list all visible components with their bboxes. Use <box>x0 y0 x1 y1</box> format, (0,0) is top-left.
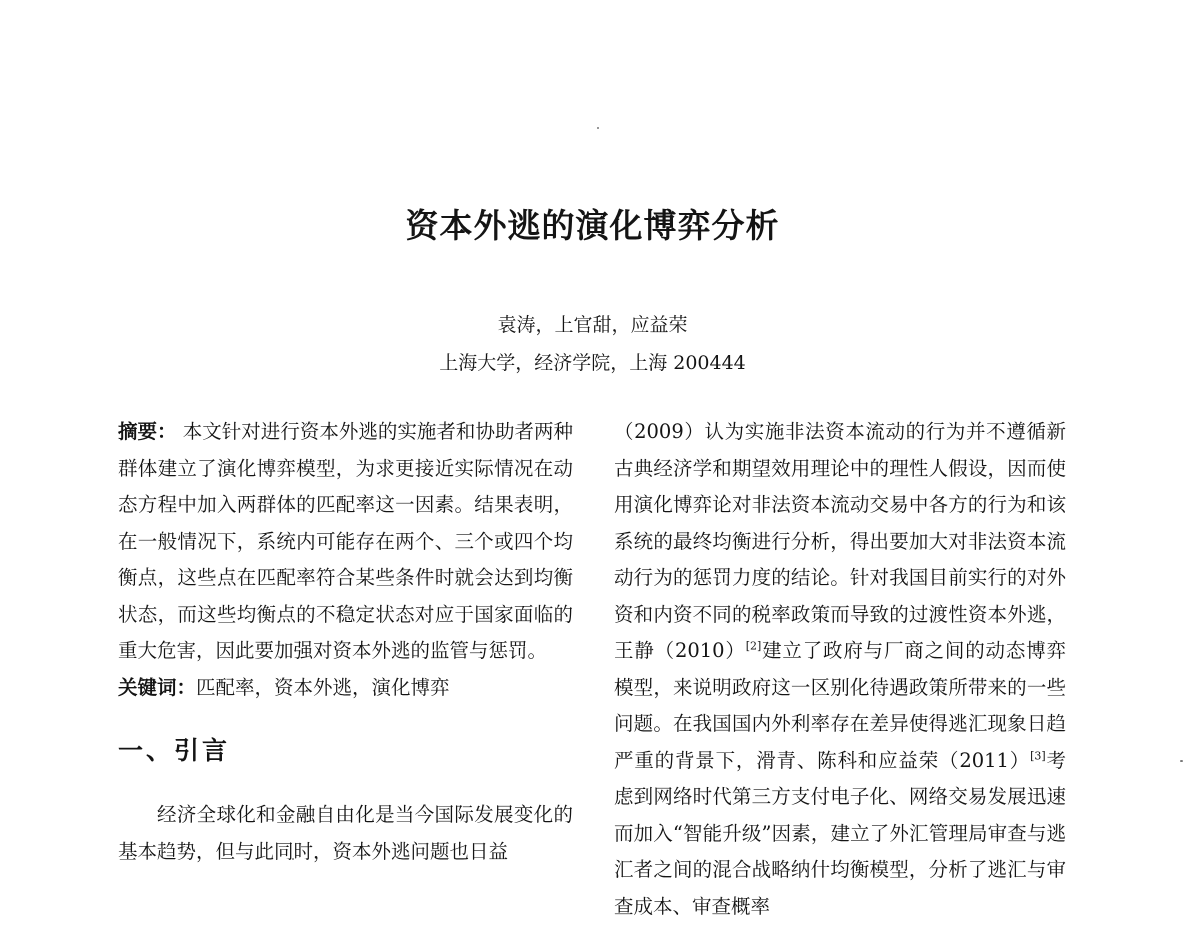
paper-affiliation: 上海大学，经济学院，上海 200444 <box>439 352 746 374</box>
body-text-part-1: （2009）认为实施非法资本流动的行为并不遵循新古典经济学和期望效用理论中的理性人假设，因而使用演化博弈论对非法资本流动交易中各方的行为和该系统的最终均衡进行分析，得出要加大对非法资本流动行为的惩罚力度的结论。针对我国目前实行的对外资和内资不同的税率政策而导致的过渡性资本外逃，王静（2010） <box>614 420 1066 662</box>
abstract-text: 本文针对进行资本外逃的实施者和协助者两种群体建立了演化博弈模型，为求更接近实际情况在动态方程中加入两群体的匹配率这一因素。结果表明，在一般情况下，系统内可能存在两个、三个或四个均衡点，这些点在匹配率符合某些条件时就会达到均衡状态，而这些均衡点的不稳定状态对应于国家面临的重大危害，因此要加强对资本外逃的监管与惩罚。 <box>118 420 573 662</box>
introduction-paragraph: 经济全球化和金融自由化是当今国际发展变化的基本趋势，但与此同时，资本外逃问题也日益 <box>118 803 573 863</box>
section-heading-introduction: 一、引言 <box>118 736 231 765</box>
keywords <box>118 670 573 707</box>
citation-2: [2] <box>745 639 762 653</box>
keywords-text: 匹配率，资本外逃，演化博弈 <box>196 675 450 699</box>
body-text-part-3: 考虑到网络时代第三方支付电子化、网络交易发展迅速而加入“智能升级”因素，建立了外汇管理局审查与逃汇者之间的混合战略纳什均衡模型，分析了逃汇与审查成本、审查概率 <box>614 748 1066 918</box>
left-column <box>118 414 573 870</box>
literature-review-paragraph <box>614 414 1066 925</box>
right-column <box>614 414 1066 925</box>
citation-3: [3] <box>1030 749 1046 762</box>
keywords-label: 关键词： <box>118 675 197 699</box>
scan-speck <box>1180 760 1183 762</box>
paper-authors: 袁涛，上官甜，应益荣 <box>497 314 688 336</box>
paper-title: 资本外逃的演化博弈分析 <box>405 206 780 245</box>
abstract-label: 摘要： <box>118 420 177 443</box>
abstract <box>118 414 573 670</box>
scan-speck <box>597 127 599 129</box>
body-text-part-2: 建立了政府与厂商之间的动态博弈模型，来说明政府这一区别化待遇政策所带来的一些问题。在我国国内外利率存在差异使得逃汇现象日趋严重的背景下，滑青、陈科和应益荣（2011） <box>614 639 1066 772</box>
